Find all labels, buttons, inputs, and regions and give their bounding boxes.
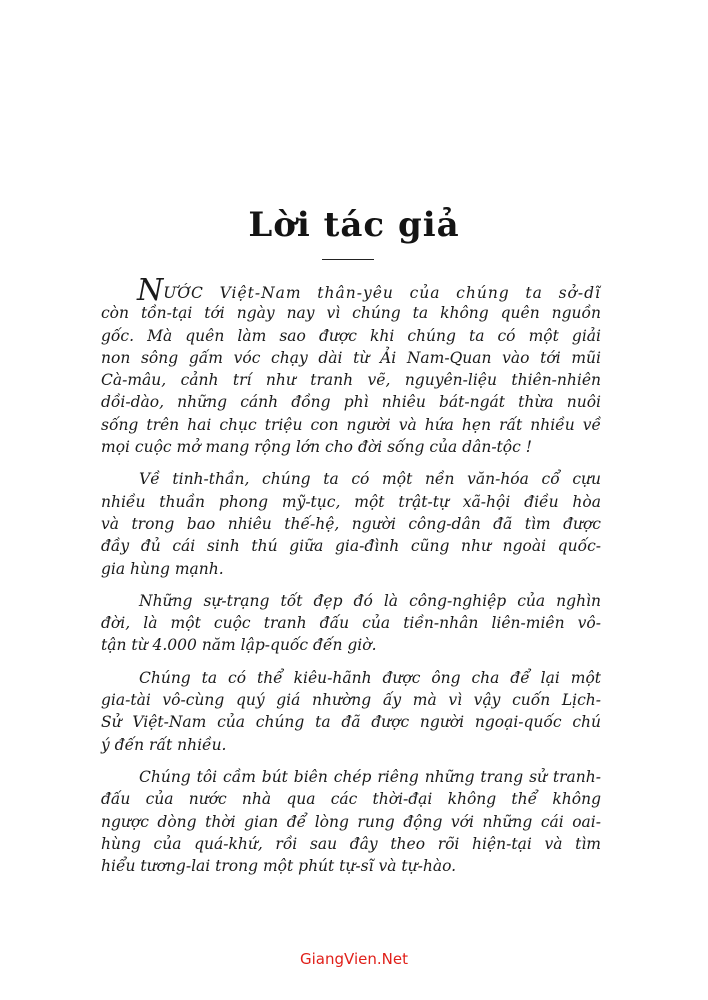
- site-watermark: GiangVien.Net: [300, 950, 408, 968]
- paragraph-1-line-5: Cà-mâu, cảnh trí như tranh vẽ, nguyên-liệu thiên-nhiên: [101, 371, 601, 390]
- paragraph-1-line-1: [101, 273, 601, 308]
- paragraph-2-line-1: Về tinh-thần, chúng ta có một nền văn-hóa cổ cựu: [139, 470, 601, 489]
- drop-cap-letter: N: [137, 273, 164, 308]
- paragraph-4-line-1: Chúng ta có thể kiêu-hãnh được ông cha để lại một: [139, 668, 601, 687]
- paragraph-5-line-3: ngược dòng thời gian để lòng rung động với những cái oai-: [101, 812, 601, 831]
- paragraph-2-line-5: gia hùng mạnh.: [101, 559, 224, 578]
- paragraph-5-line-2: đấu của nước nhà qua các thời-đại không thể không: [101, 790, 601, 809]
- paragraph-3-line-3: tận từ 4.000 năm lập-quốc đến giờ.: [101, 636, 377, 655]
- preface-body: [101, 273, 601, 877]
- paragraph-1-line-1-text: ƯỚC Việt-Nam thân-yêu của chúng ta sở-dĩ: [163, 284, 601, 302]
- paragraph-5-line-5: hiểu tương-lai trong một phút tự-sĩ và tự-hào.: [101, 857, 457, 876]
- title-underline-rule: [322, 259, 374, 260]
- paragraph-1-line-6: dồi-dào, những cánh đồng phì nhiêu bát-ngát thừa nuôi: [101, 393, 601, 412]
- paragraph-5-line-4: hùng của quá-khứ, rồi sau đây theo rõi hiện-tại và tìm: [101, 834, 601, 853]
- paragraph-4-line-4: ý đến rất nhiều.: [101, 735, 227, 754]
- page-title: Lời tác giả: [248, 205, 460, 245]
- paragraph-1-line-2: còn tồn-tại tới ngày nay vì chúng ta không quên nguồn: [101, 304, 601, 323]
- paragraph-4-line-2: gia-tài vô-cùng quý giá nhường ấy mà vì vậy cuốn Lịch-: [101, 691, 601, 710]
- paragraph-4-line-3: Sử Việt-Nam của chúng ta đã được người ngoại-quốc chú: [101, 713, 601, 732]
- paragraph-2-line-3: và trong bao nhiêu thế-hệ, người công-dân đã tìm được: [101, 514, 601, 533]
- paragraph-1-line-4: non sông gấm vóc chạy dài từ Ải Nam-Quan vào tới mũi: [101, 348, 601, 367]
- paragraph-3-line-1: Những sự-trạng tốt đẹp đó là công-nghiệp của nghìn: [139, 591, 601, 610]
- paragraph-3-line-2: đời, là một cuộc tranh đấu của tiền-nhân liên-miên vô-: [101, 614, 601, 633]
- paragraph-5-line-1: Chúng tôi cầm bút biên chép riêng những trang sử tranh-: [139, 767, 601, 786]
- paragraph-2-line-4: đầy đủ cái sinh thú giữa gia-đình cũng như ngoài quốc-: [101, 537, 601, 556]
- paragraph-1-line-3: gốc. Mà quên làm sao được khi chúng ta có một giải: [101, 326, 601, 345]
- paragraph-1-line-7: sống trên hai chục triệu con người và hứa hẹn rất nhiều về: [101, 415, 601, 434]
- paragraph-1-line-8: mọi cuộc mở mang rộng lớn cho đời sống của dân-tộc !: [101, 438, 532, 457]
- paragraph-2-line-2: nhiều thuần phong mỹ-tục, một trật-tự xã-hội điều hòa: [101, 492, 601, 511]
